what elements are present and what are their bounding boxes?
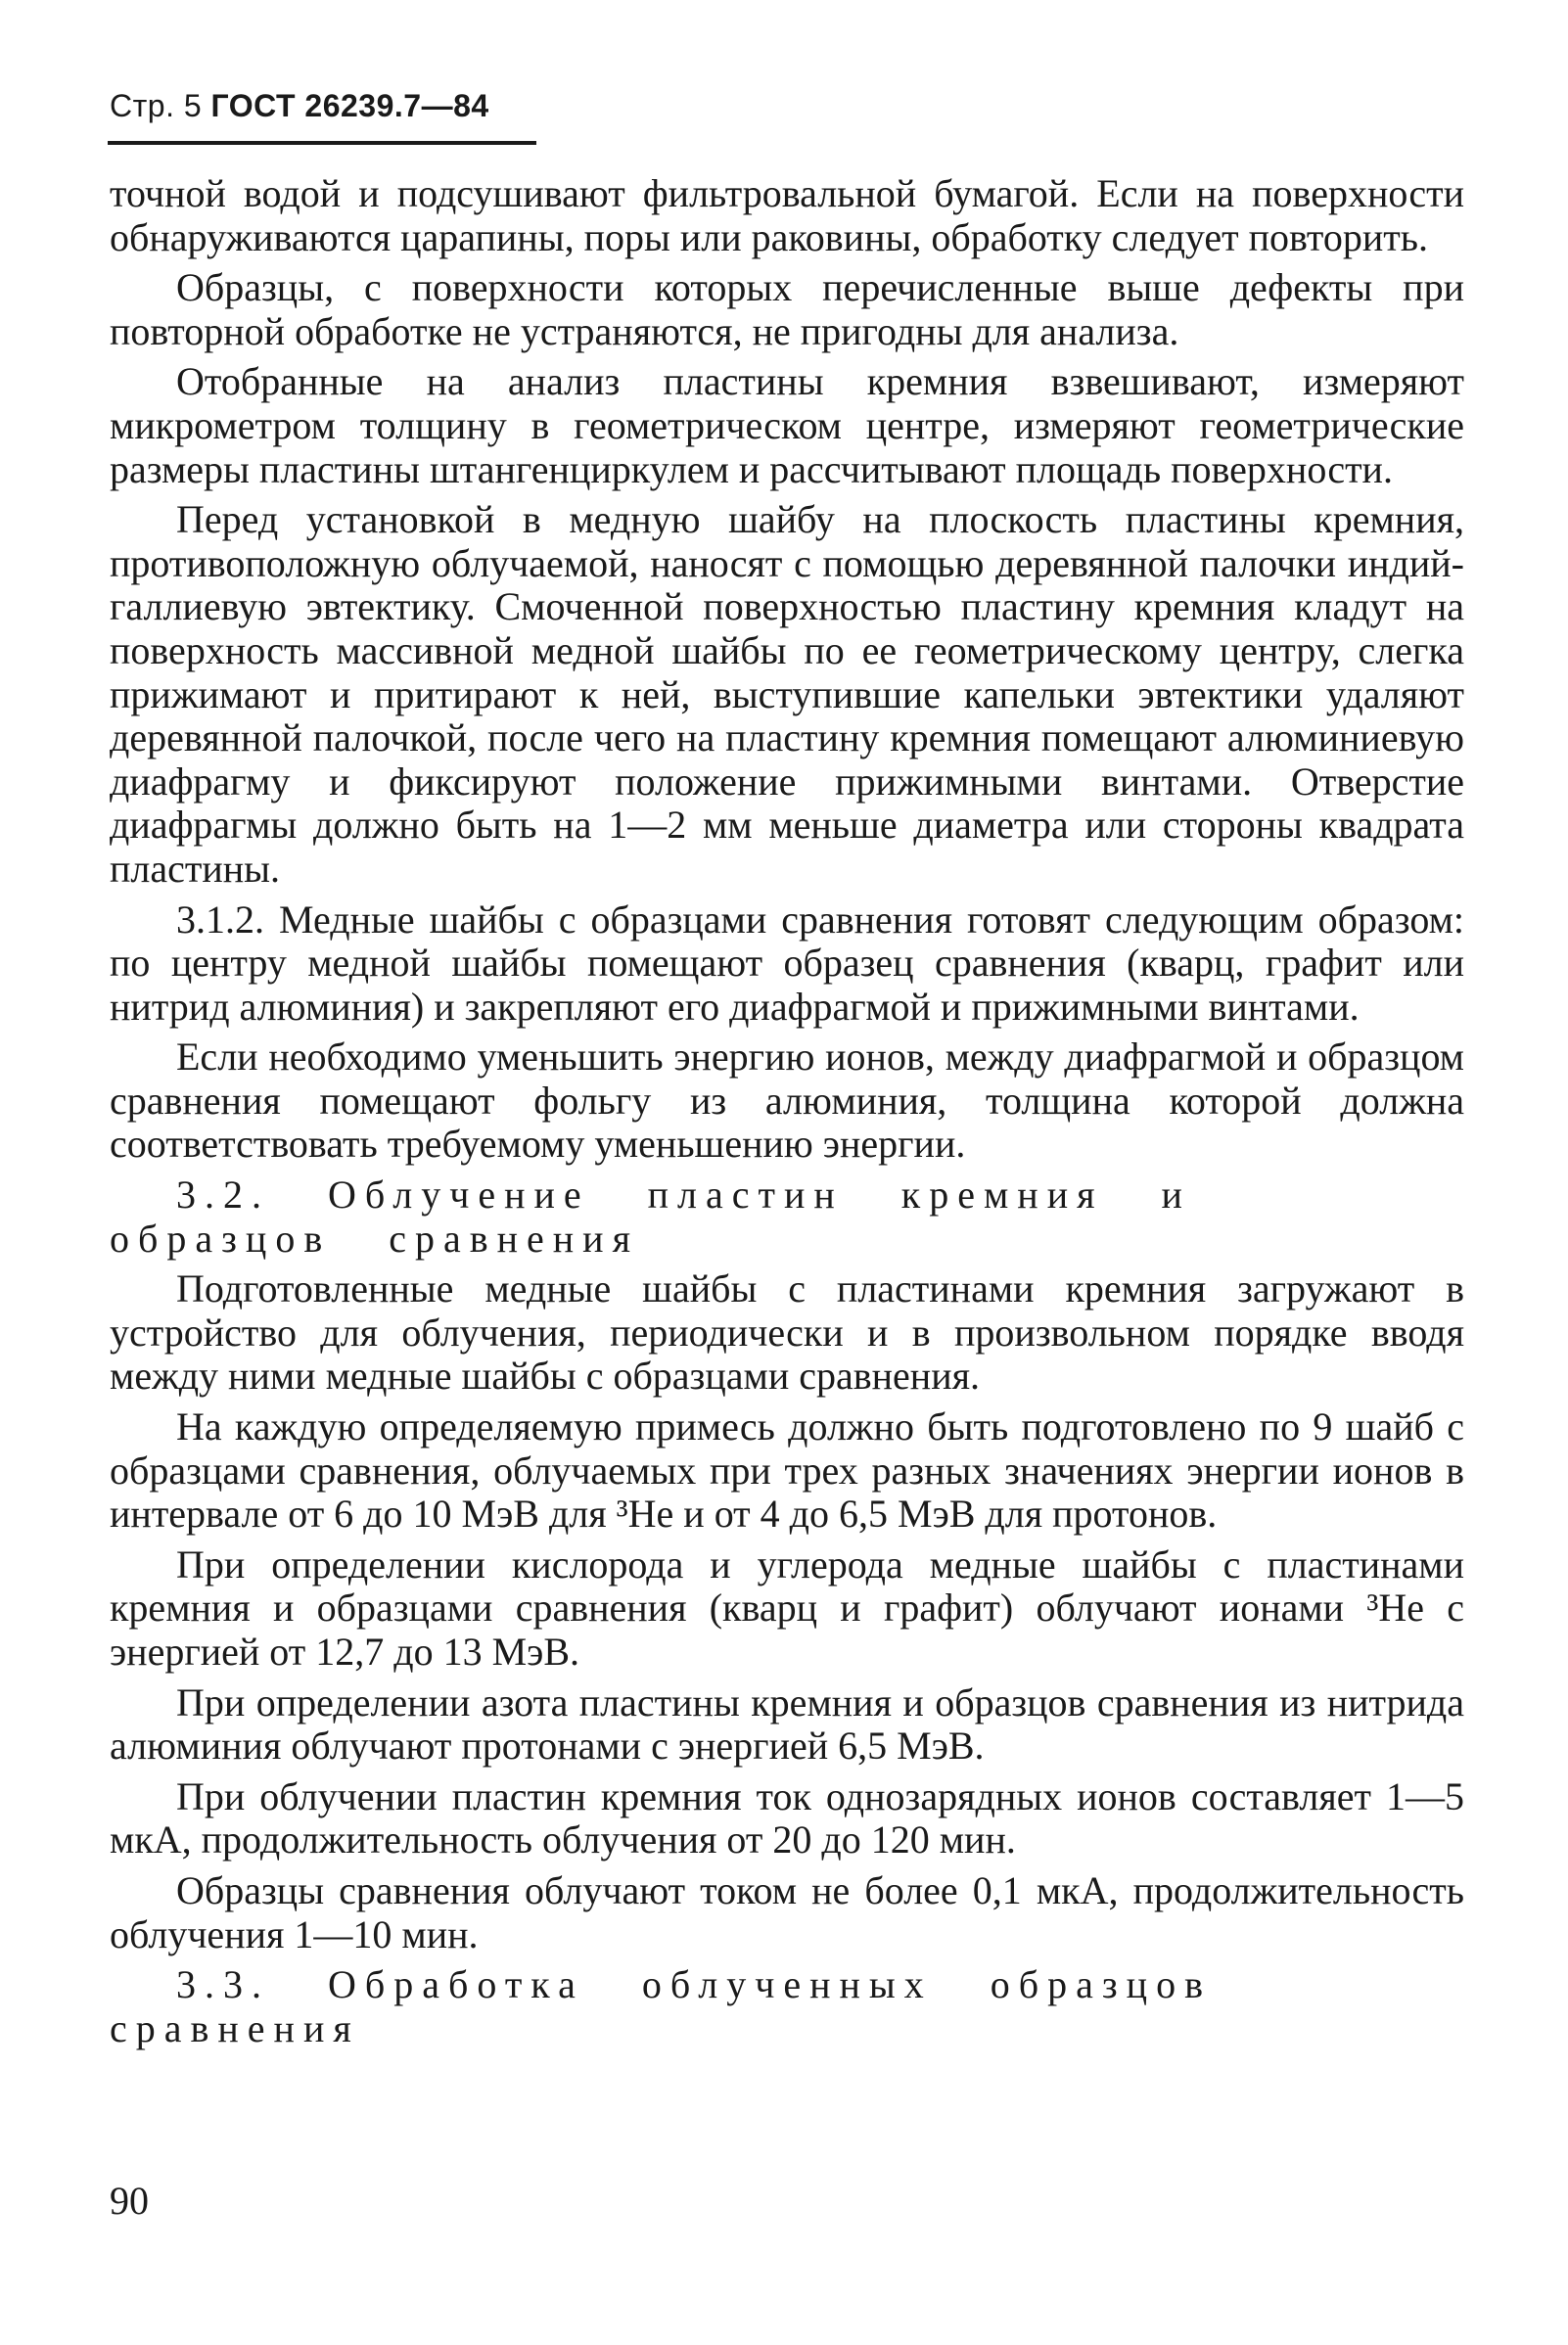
paragraph-12: При облучении пластин кремния ток однозарядных ионов составляет 1—5 мкА, продолжительность облучения от 20 до 120 мин. bbox=[110, 1773, 1464, 1862]
paragraph-8: Подготовленные медные шайбы с пластинами кремния загружают в устройство для облучения, периодически и в произвольном порядке вводя между ними медные шайбы с образцами сравнения. bbox=[110, 1266, 1464, 1399]
body-text bbox=[110, 172, 1464, 2057]
paragraph-9: На каждую определяемую примесь должно быть подготовлено по 9 шайб с образцами сравнения, облучаемых при трех разных значениях энергии ионов в интервале от 6 до 10 МэВ для ³He и от 4 до 6,5 МэВ для протонов. bbox=[110, 1404, 1464, 1537]
section-heading-3-3: 3.3. Обработка облученных образцов сравнения bbox=[110, 1962, 1212, 2050]
paragraph-4: Перед установкой в медную шайбу на плоскость пластины кремния, противоположную облучаемой, наносят с помощью деревянной палочки индий-галлиевую эвтектику. Смоченной поверхностью пластину кремния кладут на поверхность массивной медной шайбы по ее геометрическому центру, слегка прижимают и притирают к ней, выступившие капельки эвтектики удаляют деревянной палочкой, после чего на пластину кремния помещают алюминиевую диафрагму и фиксируют положение прижимными винтами. Отверстие диафрагмы должно быть на 1—2 мм меньше диаметра или стороны квадрата пластины. bbox=[110, 497, 1464, 891]
running-header bbox=[110, 88, 489, 124]
section-heading-3-2: 3.2. Облучение пластин кремния и образцов сравнения bbox=[110, 1172, 1191, 1261]
page-label: Стр. 5 bbox=[110, 88, 203, 123]
paragraph-1: точной водой и подсушивают фильтровальной бумагой. Если на поверхности обнаруживаются царапины, поры или раковины, обработку следует повторить. bbox=[110, 171, 1464, 259]
paragraph-13: Образцы сравнения облучают током не более 0,1 мкА, продолжительность облучения 1—10 мин. bbox=[110, 1867, 1464, 1956]
header-rule bbox=[108, 141, 536, 145]
paragraph-2: Образцы, с поверхности которых перечисленные выше дефекты при повторной обработке не устраняются, не пригодны для анализа. bbox=[110, 265, 1464, 353]
paragraph-3-1-2: 3.1.2. Медные шайбы с образцами сравнения готовят следующим образом: по центру медной шайбы помещают образец сравнения (кварц, графит или нитрид алюминия) и закрепляют его диафрагмой и прижимными винтами. bbox=[110, 897, 1464, 1029]
page-number: 90 bbox=[110, 2179, 149, 2223]
paragraph-6: Если необходимо уменьшить энергию ионов, между диафрагмой и образцом сравнения помещают фольгу из алюминия, толщина которой должна соответствовать требуемому уменьшению энергии. bbox=[110, 1035, 1464, 1167]
standard-number: ГОСТ 26239.7—84 bbox=[210, 88, 489, 123]
paragraph-3: Отобранные на анализ пластины кремния взвешивают, измеряют микрометром толщину в геометрическом центре, измеряют геометрические размеры пластины штангенциркулем и рассчитывают площадь поверхности. bbox=[110, 359, 1464, 491]
paragraph-11: При определении азота пластины кремния и образцов сравнения из нитрида алюминия облучают протонами с энергией 6,5 МэВ. bbox=[110, 1679, 1464, 1769]
paragraph-10: При определении кислорода и углерода медные шайбы с пластинами кремния и образцами сравнения (кварц и графит) облучают ионами ³He с энергией от 12,7 до 13 МэВ. bbox=[110, 1541, 1464, 1674]
